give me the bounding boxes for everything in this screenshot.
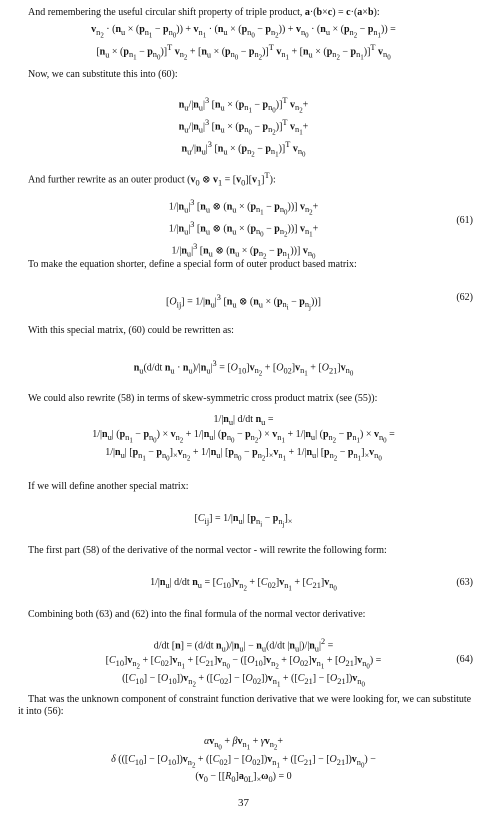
equation: $v_{n_2} \cdot (n_u \times (p_{n_1} - p_{n_0})) + v_{n_1} \cdot (n_u \times (p_{n_0} - p_{n_2})) + v_{n_0} \cdot (n_u \times (p_{n_2} - p_{n_1}))$ = $[n_u \times (p_{n_1} - p_{n_0})]^T$ $v_{n_2} + [n_u \times (p_{n_0} - p_{n_2})]^T$ $v_{n_1} + [n_u \times (p_{n_2} - p_{n_1})]^T$ $v_{n_0}$ (91, 24, 396, 62)
paragraph: Now, we can substitute this into (60): (28, 69, 178, 80)
equation: $n_u/|n_u|^3$ $[n_u \times (p_{n_1} - p_{n_0})]^T$ $v_{n_2}+$ $n_u/|n_u|^3$ $[n_u \times (p_{n_0} - p_{n_2})]^T$ $v_{n_1}+$ $n_u/|n_u|^3$ $[n_u \times (p_{n_2} - p_{n_1})]^T$ $v_{n_0}$ (178, 96, 309, 159)
equation-number: (63) (456, 577, 473, 588)
equation: $1/|n_u|^3$ [$n_u$ ⊗ $(n_u \times (p_{n_1} - p_{n_0}))$] $v_{n_2}+$ $1/|n_u|^3$ [$n_u$ ⊗ $(n_u \times (p_{n_0} - p_{n_2}))$] $v_{n_1}+$ $1/|n_u|^3$ [$n_u$ ⊗ $(n_u \times (p_{n_2} - p_{n_1}))$] $v_{n_0}$ (168, 198, 319, 261)
equation: $[O_{ij}] = 1/|n_u|^3$ [$n_u$ ⊗ $(n_u \times (p_{n_i} - p_{n_j}))$] (166, 293, 321, 312)
paragraph: And further rewrite as an outer product ($v_0$ ⊗ $v_1 = [v_0][v_1]^T$): (28, 171, 276, 188)
paragraph: With this special matrix, (60) could be rewritten as: (28, 325, 234, 336)
equation-number: (62) (456, 292, 473, 303)
equation: $[C_{ij}] = 1/|n_u|$ $[p_{n_i} - p_{n_j}]_\times$ (194, 513, 293, 529)
equation: $\alpha v_{n_0} + \beta v_{n_1} + \gamma v_{n_2}+$ δ $(([C_{10}] - [O_{10}])v_{n_2} + ([C_{02}] - [O_{02}])v_{n_1} + ([C_{21}] - [O_{21}])v_{n_0})$ − $(v_0 - [[R_0]a_{0L}]_\times\omega_0) = 0$ (111, 736, 376, 785)
equation: $n_u(d/dt$ $n_u \cdot n_u)/|n_u|^3 = [O_{10}]v_{n_2} + [O_{02}]v_{n_1} + [O_{21}]v_{n_0}$ (133, 359, 354, 378)
equation: d/dt [n] = (d/dt $n_u)/|n_u| - n_u(d/dt$ $|n_u|)/|n_u|^2$ = $[C_{10}]v_{n_2} + [C_{02}]v_{n_1} + [C_{21}]v_{n_0} - ([O_{10}]v_{n_2} + [O_{02}]v_{n_1} + [O_{21}]v_{n_0})$ = $([C_{10}] - [O_{10}])v_{n_2} + ([C_{02}] - [O_{02}])v_{n_1} + ([C_{21}] - [O_{21}])v_{n_0}$ (105, 637, 382, 689)
equation-number: (61) (456, 215, 473, 226)
equation: $1/|n_u|$ d/dt $n_u = [C_{10}]v_{n_2} + [C_{02}]v_{n_1} + [C_{21}]v_{n_0}$ (150, 577, 337, 593)
paragraph: That was the unknown component of constraint function derivative that we were looking for, we can substitute it into (56): (18, 694, 472, 717)
paragraph: The first part (58) of the derivative of the normal vector - will rewrite the following form: (28, 545, 387, 556)
paragraph: We could also rewrite (58) in terms of skew-symmetric cross product matrix (see (55)): (28, 393, 378, 404)
equation-number: (64) (456, 654, 473, 665)
paragraph: Combining both (63) and (62) into the final formula of the normal vector derivative: (28, 609, 366, 620)
paragraph: If we will define another special matrix: (28, 481, 189, 492)
paragraph: And remembering the useful circular shift property of triple product, a·(b×c) = c·(a×b): (28, 7, 380, 18)
paragraph: To make the equation shorter, define a special form of outer product based matrix: (28, 259, 357, 270)
page-number: 37 (238, 797, 249, 809)
equation: $1/|n_u|$ d/dt $n_u$ = $1/|n_u|$ $(p_{n_1} - p_{n_0}) \times v_{n_2} + 1/|n_u|$ $(p_{n_0} - p_{n_2}) \times v_{n_1} + 1/|n_u|$ $(p_{n_2} - p_{n_1}) \times v_{n_0}$ = $1/|n_u|$ $[p_{n_1} - p_{n_0}]_\times v_{n_2} + 1/|n_u|$ $[p_{n_0} - p_{n_2}]_\times v_{n_1} + 1/|n_u|$ $[p_{n_2} - p_{n_1}]_\times v_{n_0}$ (92, 414, 395, 463)
